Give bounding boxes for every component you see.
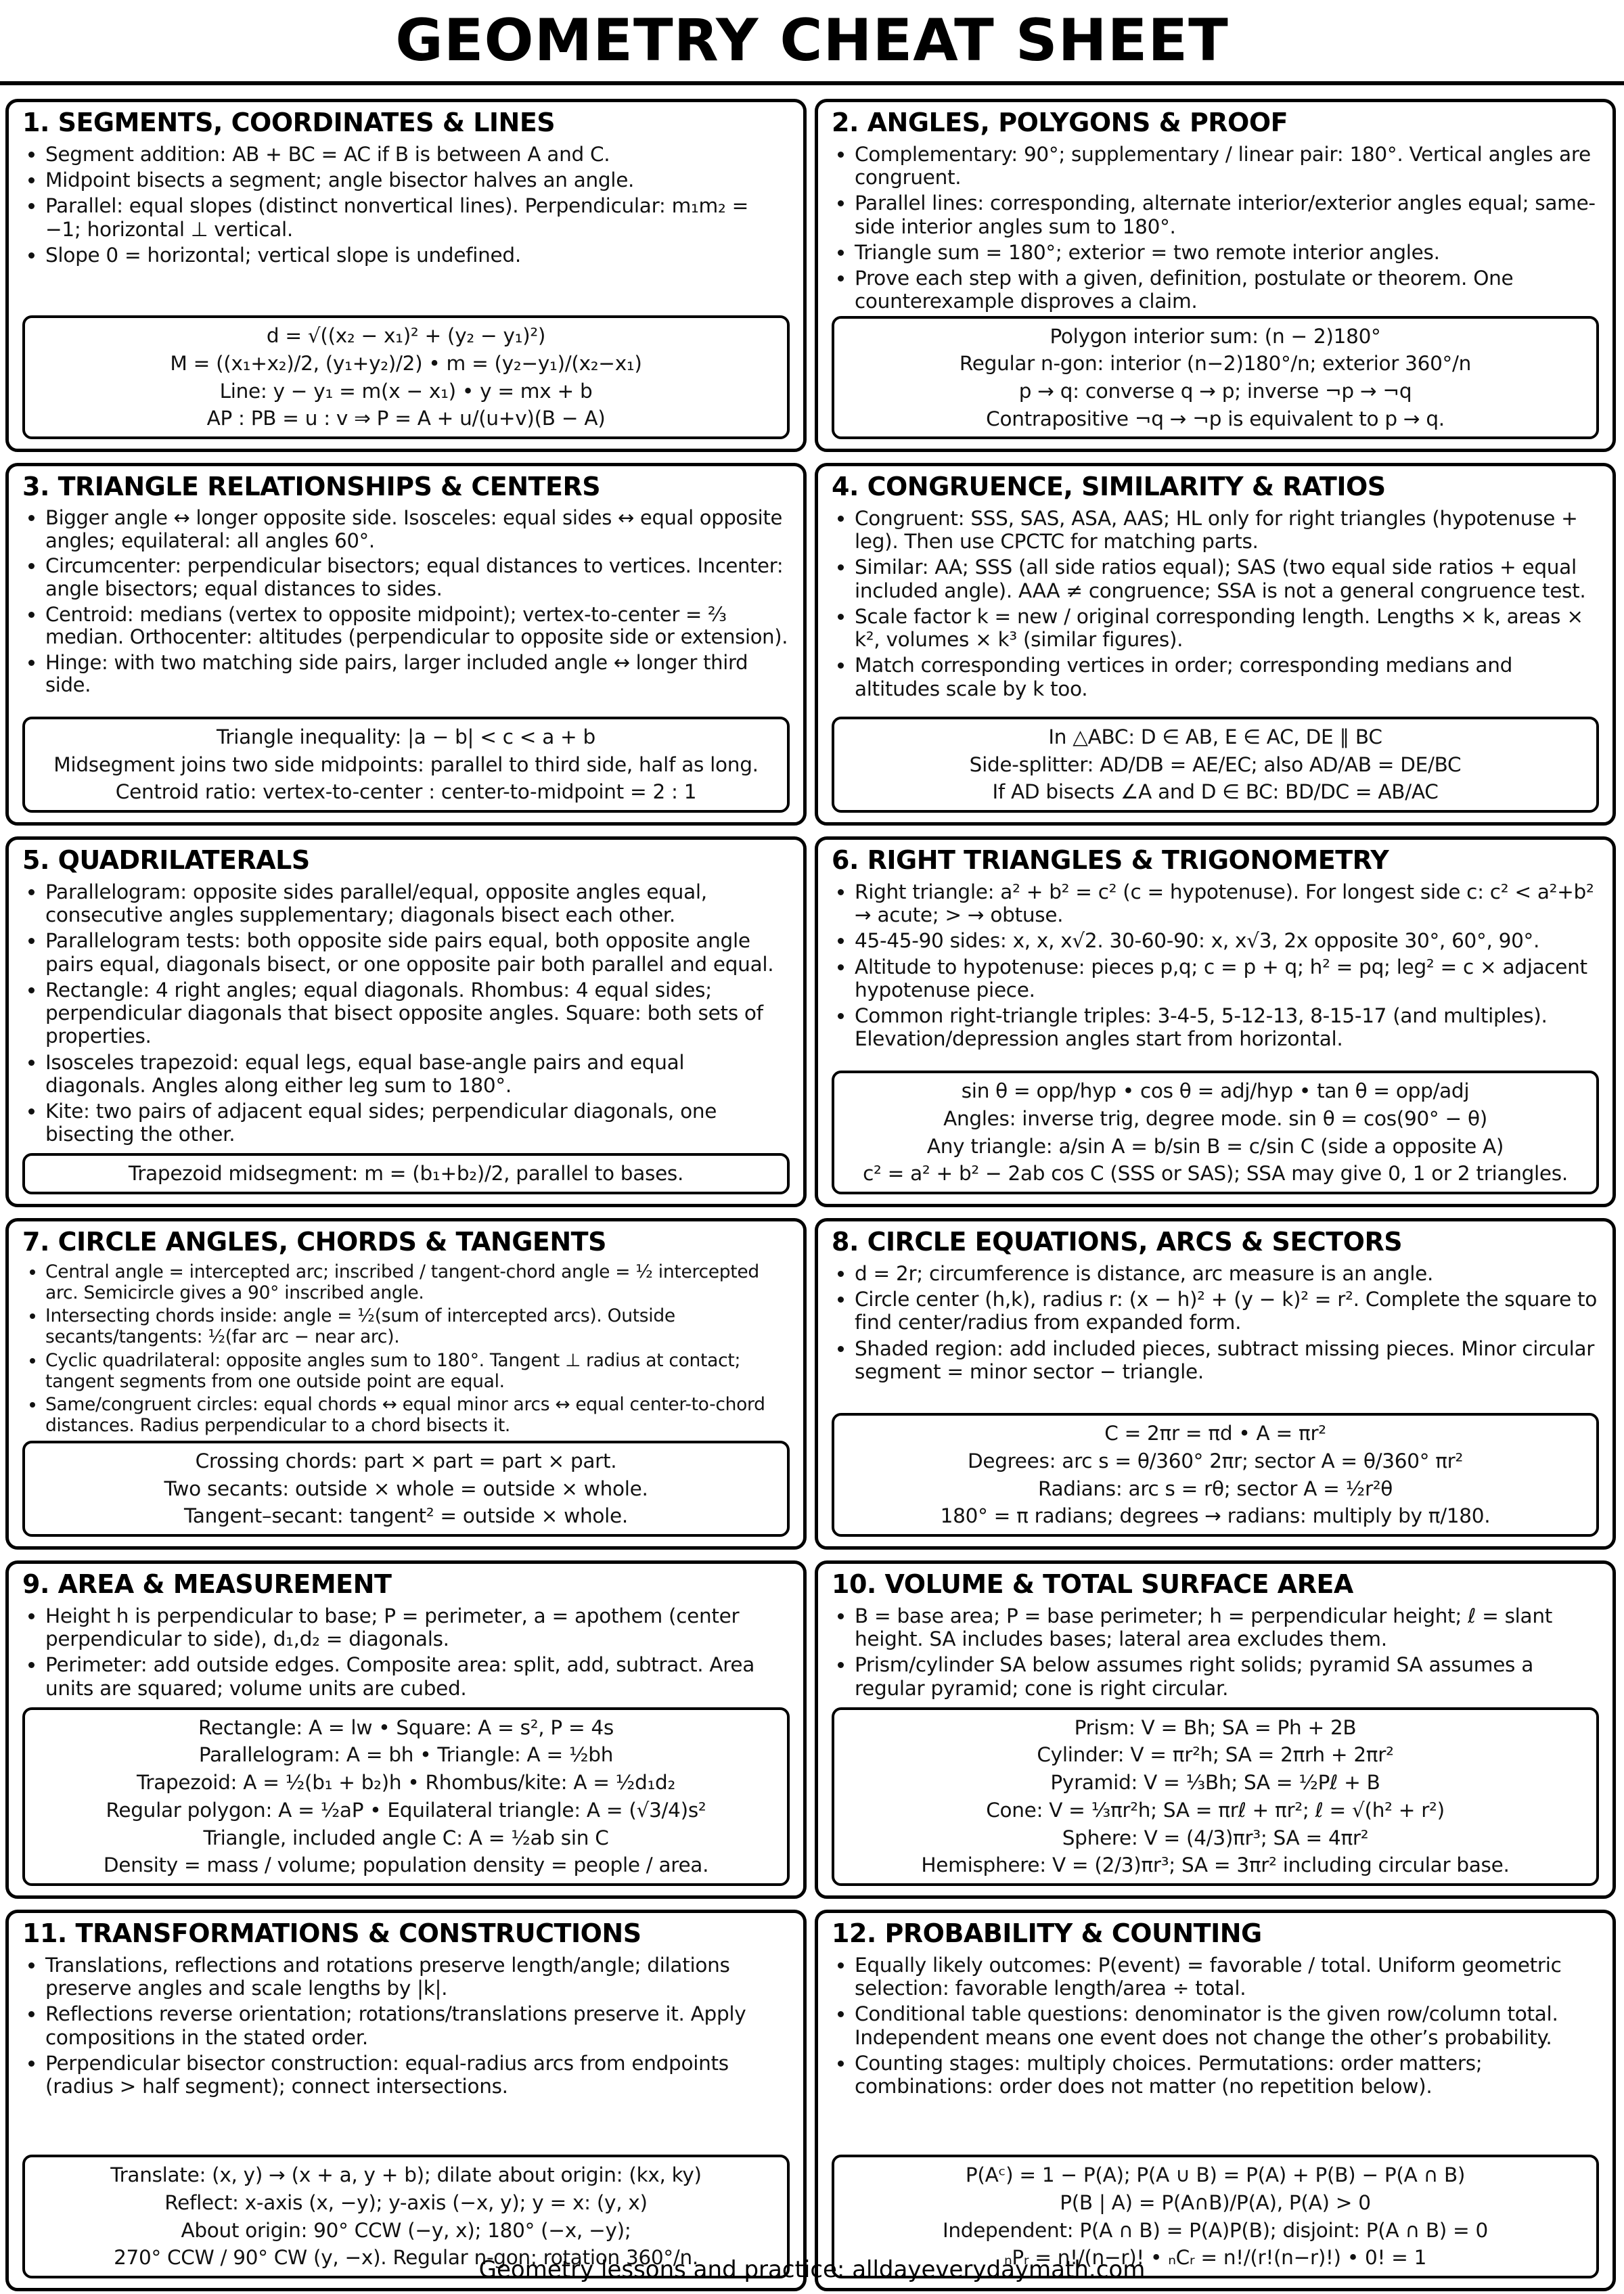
formula-line: Any triangle: a/sin A = b/sin B = c/sin C (side a opposite A) xyxy=(926,1134,1504,1158)
formula-line: Triangle inequality: |a − b| < c < a + b xyxy=(217,725,595,748)
bullet-item: • B = base area; P = base perimeter; h = perpendicular height; ℓ = slant height. SA includes bases; lateral area excludes them. xyxy=(855,1604,1599,1650)
bullet-item: • Parallel lines: corresponding, alternate interior/exterior angles equal; same-side interior angles sum to 180°. xyxy=(855,192,1599,238)
formula-line: Pyramid: V = ⅓Bh; SA = ½Pℓ + B xyxy=(1050,1771,1380,1795)
formula-line: Independent: P(A ∩ B) = P(A)P(B); disjoint: P(A ∩ B) = 0 xyxy=(942,2218,1489,2242)
section-bullet-list xyxy=(22,880,790,1148)
bullet-item: • Circumcenter: perpendicular bisectors; equal distances to vertices. Incenter: angle bisectors; equal distances to sides. xyxy=(45,555,790,600)
bullet-item: • Midpoint bisects a segment; angle bisector halves an angle. xyxy=(45,168,790,192)
formula-line: Prism: V = Bh; SA = Ph + 2B xyxy=(1074,1715,1357,1739)
section-panel-11 xyxy=(5,1910,807,2291)
section-heading: 5. QUADRILATERALS xyxy=(22,845,310,875)
formula-box xyxy=(22,1441,790,1537)
section-bullet-list xyxy=(22,1954,790,2100)
bullet-item: • Bigger angle ↔ longer opposite side. Isosceles: equal sides ↔ equal opposite angles; equilateral: all angles 60°. xyxy=(45,507,790,552)
section-heading: 4. CONGRUENCE, SIMILARITY & RATIOS xyxy=(832,472,1386,501)
bullet-item: • Match corresponding vertices in order; corresponding medians and altitudes scale by k too. xyxy=(855,654,1599,700)
bullet-item: • Parallel: equal slopes (distinct nonvertical lines). Perpendicular: m₁m₂ = −1; horizontal ⊥ vertical. xyxy=(45,194,790,240)
bullet-item: • Kite: two pairs of adjacent equal sides; perpendicular diagonals, one bisecting the other. xyxy=(45,1100,790,1146)
bullet-item: • Prove each step with a given, definition, postulate or theorem. One counterexample disproves a claim. xyxy=(855,267,1599,313)
section-panel-8 xyxy=(815,1218,1616,1550)
bullet-item: • Triangle sum = 180°; exterior = two remote interior angles. xyxy=(855,241,1599,264)
formula-line: Angles: inverse trig, degree mode. sin θ = cos(90° − θ) xyxy=(943,1106,1487,1130)
section-bullet-list xyxy=(22,1262,790,1439)
formula-line: d = √((x₂ − x₁)² + (y₂ − y₁)²) xyxy=(266,324,546,348)
bullet-item: • Common right-triangle triples: 3-4-5, 5-12-13, 8-15-17 (and multiples). Elevation/depression angles start from horizontal. xyxy=(855,1004,1599,1050)
bullet-item: • Shaded region: add included pieces, subtract missing pieces. Minor circular segment = minor sector − triangle. xyxy=(855,1337,1599,1383)
bullet-item: • Slope 0 = horizontal; vertical slope is undefined. xyxy=(45,244,790,267)
section-bullet-list xyxy=(832,1954,1599,2100)
section-panel-4 xyxy=(815,463,1616,826)
formula-line: Reflect: x-axis (x, −y); y-axis (−x, y); y = x: (y, x) xyxy=(164,2190,648,2214)
formula-line: Trapezoid: A = ½(b₁ + b₂)h • Rhombus/kite: A = ½d₁d₂ xyxy=(137,1771,675,1795)
bullet-item: • Intersecting chords inside: angle = ½(sum of intercepted arcs). Outside secants/tangents: ½(far arc − near arc). xyxy=(45,1306,790,1347)
section-heading: 2. ANGLES, POLYGONS & PROOF xyxy=(832,108,1288,137)
formula-box xyxy=(832,1071,1599,1194)
bullet-item: • Segment addition: AB + BC = AC if B is between A and C. xyxy=(45,143,790,166)
section-bullet-list xyxy=(832,1604,1599,1703)
section-panel-2 xyxy=(815,99,1616,452)
bullet-item: • Equally likely outcomes: P(event) = favorable / total. Uniform geometric selection: favorable length/area ÷ total. xyxy=(855,1954,1599,2000)
footer-credit: Geometry lessons and practice: alldayeverydaymath.com xyxy=(478,2256,1146,2283)
bullet-item: • Rectangle: 4 right angles; equal diagonals. Rhombus: 4 equal sides; perpendicular diagonals that bisect opposite angles. Square: both sets of properties. xyxy=(45,979,790,1048)
section-panel-5 xyxy=(5,836,807,1207)
section-heading: 9. AREA & MEASUREMENT xyxy=(22,1569,392,1599)
bullet-item: • Centroid: medians (vertex to opposite midpoint); vertex-to-center = ⅔ median. Orthocenter: altitudes (perpendicular to opposite side or extension). xyxy=(45,604,790,649)
section-heading: 6. RIGHT TRIANGLES & TRIGONOMETRY xyxy=(832,845,1389,875)
formula-line: Trapezoid midsegment: m = (b₁+b₂)/2, parallel to bases. xyxy=(128,1162,684,1186)
section-heading: 7. CIRCLE ANGLES, CHORDS & TANGENTS xyxy=(22,1227,606,1257)
section-panel-6 xyxy=(815,836,1616,1207)
section-heading: 11. TRANSFORMATIONS & CONSTRUCTIONS xyxy=(22,1918,641,1948)
formula-box xyxy=(22,1707,790,1886)
formula-line: C = 2πr = πd • A = πr² xyxy=(1104,1422,1326,1445)
bullet-item: • Parallelogram tests: both opposite side pairs equal, both opposite angle pairs equal, diagonals bisect, or one opposite pair both parallel and equal. xyxy=(45,929,790,975)
formula-line: Translate: (x, y) → (x + a, y + b); dilate about origin: (kx, ky) xyxy=(110,2163,702,2187)
formula-line: Density = mass / volume; population density = people / area. xyxy=(103,1853,709,1877)
bullet-item: • Conditional table questions: denominator is the given row/column total. Independent means one event does not change the other’s probability. xyxy=(855,2002,1599,2048)
formula-line: Line: y − y₁ = m(x − x₁) • y = mx + b xyxy=(219,379,593,403)
bullet-item: • Reflections reverse orientation; rotations/translations preserve it. Apply compositions in the stated order. xyxy=(45,2002,790,2048)
formula-line: Radians: arc s = rθ; sector A = ½r²θ xyxy=(1037,1477,1393,1500)
bullet-item: • Prism/cylinder SA below assumes right solids; pyramid SA assumes a regular pyramid; cone is right circular. xyxy=(855,1653,1599,1699)
formula-line: Side-splitter: AD/DB = AE/EC; also AD/AB = DE/BC xyxy=(969,752,1462,776)
formula-line: Rectangle: A = lw • Square: A = s², P = 4s xyxy=(198,1715,614,1739)
formula-box xyxy=(832,316,1599,440)
bullet-item: • Cyclic quadrilateral: opposite angles sum to 180°. Tangent ⊥ radius at contact; tangent segments from one outside point are equal. xyxy=(45,1351,790,1392)
formula-line: sin θ = opp/hyp • cos θ = adj/hyp • tan θ = opp/adj xyxy=(961,1079,1470,1103)
section-panel-12 xyxy=(815,1910,1616,2291)
formula-line: P(Aᶜ) = 1 − P(A); P(A ∪ B) = P(A) + P(B) − P(A ∩ B) xyxy=(965,2163,1466,2187)
formula-line: Crossing chords: part × part = part × part. xyxy=(195,1449,617,1472)
section-bullet-list xyxy=(832,880,1599,1054)
formula-line: If AD bisects ∠A and D ∈ BC: BD/DC = AB/AC xyxy=(992,780,1439,804)
formula-box xyxy=(832,1707,1599,1886)
bullet-item: • Complementary: 90°; supplementary / linear pair: 180°. Vertical angles are congruent. xyxy=(855,143,1599,189)
bullet-item: • Same/congruent circles: equal chords ↔ equal minor arcs ↔ equal center-to-chord distances. Radius perpendicular to a chord bisects it. xyxy=(45,1395,790,1436)
formula-line: Polygon interior sum: (n − 2)180° xyxy=(1050,324,1381,348)
formula-line: ₙPᵣ = n!/(n−r)! • ₙCᵣ = n!/(r!(n−r)!) • 0! = 1 xyxy=(1003,2246,1427,2270)
section-panel-1 xyxy=(5,99,807,452)
formula-line: c² = a² + b² − 2ab cos C (SSS or SAS); SSA may give 0, 1 or 2 triangles. xyxy=(863,1162,1568,1186)
formula-line: 180° = π radians; degrees → radians: multiply by π/180. xyxy=(940,1504,1491,1528)
formula-box xyxy=(22,1153,790,1194)
formula-line: 270° CCW / 90° CW (y, −x). Regular n-gon: rotation 360°/n. xyxy=(114,2246,698,2270)
bullet-item: • Altitude to hypotenuse: pieces p,q; c = p + q; h² = pq; leg² = c × adjacent hypotenuse piece. xyxy=(855,955,1599,1002)
bullet-item: • Parallelogram: opposite sides parallel/equal, opposite angles equal, consecutive angles supplementary; diagonals bisect each other. xyxy=(45,880,790,926)
formula-line: AP : PB = u : v ⇒ P = A + u/(u+v)(B − A) xyxy=(206,407,606,430)
bullet-item: • Scale factor k = new / original corresponding length. Lengths × k, areas × k², volumes × k³ (similar figures). xyxy=(855,605,1599,651)
bullet-item: • Hinge: with two matching side pairs, larger included angle ↔ longer third side. xyxy=(45,652,790,697)
formula-line: Midsegment joins two side midpoints: parallel to third side, half as long. xyxy=(53,752,759,776)
formula-line: Two secants: outside × whole = outside × whole. xyxy=(164,1477,648,1500)
section-bullet-list xyxy=(22,507,790,700)
bullet-item: • Circle center (h,k), radius r: (x − h)² + (y − k)² = r². Complete the square to find center/radius from expanded form. xyxy=(855,1288,1599,1334)
formula-line: Cylinder: V = πr²h; SA = 2πrh + 2πr² xyxy=(1037,1743,1394,1767)
section-panel-10 xyxy=(815,1560,1616,1899)
section-panel-3 xyxy=(5,463,807,826)
bullet-item: • Height h is perpendicular to base; P = perimeter, a = apothem (center perpendicular to side), d₁,d₂ = diagonals. xyxy=(45,1604,790,1650)
formula-line: p → q: converse q → p; inverse ¬p → ¬q xyxy=(1018,379,1412,403)
title-divider xyxy=(0,81,1624,85)
bullet-item: • Similar: AA; SSS (all side ratios equal); SAS (two equal side ratios + equal included angle). AAA ≠ congruence; SSA is not a general congruence test. xyxy=(855,556,1599,602)
formula-line: About origin: 90° CCW (−y, x); 180° (−x, −y); xyxy=(181,2218,631,2242)
bullet-item: • Perimeter: add outside edges. Composite area: split, add, subtract. Area units are squared; volume units are cubed. xyxy=(45,1653,790,1699)
formula-line: Degrees: arc s = θ/360° 2πr; sector A = θ/360° πr² xyxy=(967,1449,1464,1472)
formula-line: Tangent–secant: tangent² = outside × whole. xyxy=(184,1504,628,1528)
section-bullet-list xyxy=(22,1604,790,1703)
formula-line: In △ABC: D ∈ AB, E ∈ AC, DE ∥ BC xyxy=(1048,725,1382,748)
formula-line: Centroid ratio: vertex-to-center : center-to-midpoint = 2 : 1 xyxy=(115,780,697,804)
section-panel-9 xyxy=(5,1560,807,1899)
formula-line: Regular polygon: A = ½aP • Equilateral triangle: A = (√3/4)s² xyxy=(106,1798,706,1822)
bullet-item: • Translations, reflections and rotations preserve length/angle; dilations preserve angles and scale lengths by |k|. xyxy=(45,1954,790,2000)
formula-box xyxy=(832,717,1599,813)
section-bullet-list xyxy=(832,143,1599,316)
section-bullet-list xyxy=(832,1262,1599,1386)
formula-box xyxy=(22,315,790,439)
formula-line: Parallelogram: A = bh • Triangle: A = ½bh xyxy=(198,1743,614,1767)
bullet-item: • Perpendicular bisector construction: equal-radius arcs from endpoints (radius > half segment); connect intersections. xyxy=(45,2052,790,2098)
formula-line: Sphere: V = (4/3)πr³; SA = 4πr² xyxy=(1062,1826,1369,1849)
formula-line: Cone: V = ⅓πr²h; SA = πrℓ + πr²; ℓ = √(h² + r²) xyxy=(986,1798,1445,1822)
bullet-item: • d = 2r; circumference is distance, arc measure is an angle. xyxy=(855,1262,1599,1285)
bullet-item: • Isosceles trapezoid: equal legs, equal base-angle pairs and equal diagonals. Angles along either leg sum to 180°. xyxy=(45,1051,790,1097)
section-heading: 8. CIRCLE EQUATIONS, ARCS & SECTORS xyxy=(832,1227,1403,1257)
section-heading: 12. PROBABILITY & COUNTING xyxy=(832,1918,1262,1948)
formula-box xyxy=(832,1413,1599,1537)
page-title: GEOMETRY CHEAT SHEET xyxy=(395,7,1229,74)
formula-line: M = ((x₁+x₂)/2, (y₁+y₂)/2) • m = (y₂−y₁)/(x₂−x₁) xyxy=(170,351,642,375)
section-bullet-list xyxy=(22,143,790,269)
section-heading: 1. SEGMENTS, COORDINATES & LINES xyxy=(22,108,556,137)
section-heading: 10. VOLUME & TOTAL SURFACE AREA xyxy=(832,1569,1353,1599)
bullet-item: • 45-45-90 sides: x, x, x√2. 30-60-90: x, x√3, 2x opposite 30°, 60°, 90°. xyxy=(855,929,1599,952)
cheat-sheet-grid xyxy=(0,99,1624,2291)
bullet-item: • Right triangle: a² + b² = c² (c = hypotenuse). For longest side c: c² < a²+b² → acute; > → obtuse. xyxy=(855,880,1599,926)
bullet-item: • Central angle = intercepted arc; inscribed / tangent-chord angle = ½ intercepted arc. Semicircle gives a 90° inscribed angle. xyxy=(45,1262,790,1303)
section-heading: 3. TRIANGLE RELATIONSHIPS & CENTERS xyxy=(22,472,601,501)
formula-box xyxy=(22,717,790,813)
section-panel-7 xyxy=(5,1218,807,1550)
bullet-item: • Counting stages: multiply choices. Permutations: order matters; combinations: order does not matter (no repetition below). xyxy=(855,2052,1599,2098)
formula-line: Contrapositive ¬q → ¬p is equivalent to p → q. xyxy=(986,407,1445,430)
bullet-item: • Congruent: SSS, SAS, ASA, AAS; HL only for right triangles (hypotenuse + leg). Then use CPCTC for matching parts. xyxy=(855,507,1599,553)
formula-line: Hemisphere: V = (2/3)πr³; SA = 3πr² including circular base. xyxy=(921,1853,1510,1877)
formula-line: P(B | A) = P(A∩B)/P(A), P(A) > 0 xyxy=(1060,2190,1371,2214)
formula-line: Triangle, included angle C: A = ½ab sin C xyxy=(203,1826,609,1849)
formula-line: Regular n-gon: interior (n−2)180°/n; exterior 360°/n xyxy=(959,352,1472,376)
section-bullet-list xyxy=(832,507,1599,703)
